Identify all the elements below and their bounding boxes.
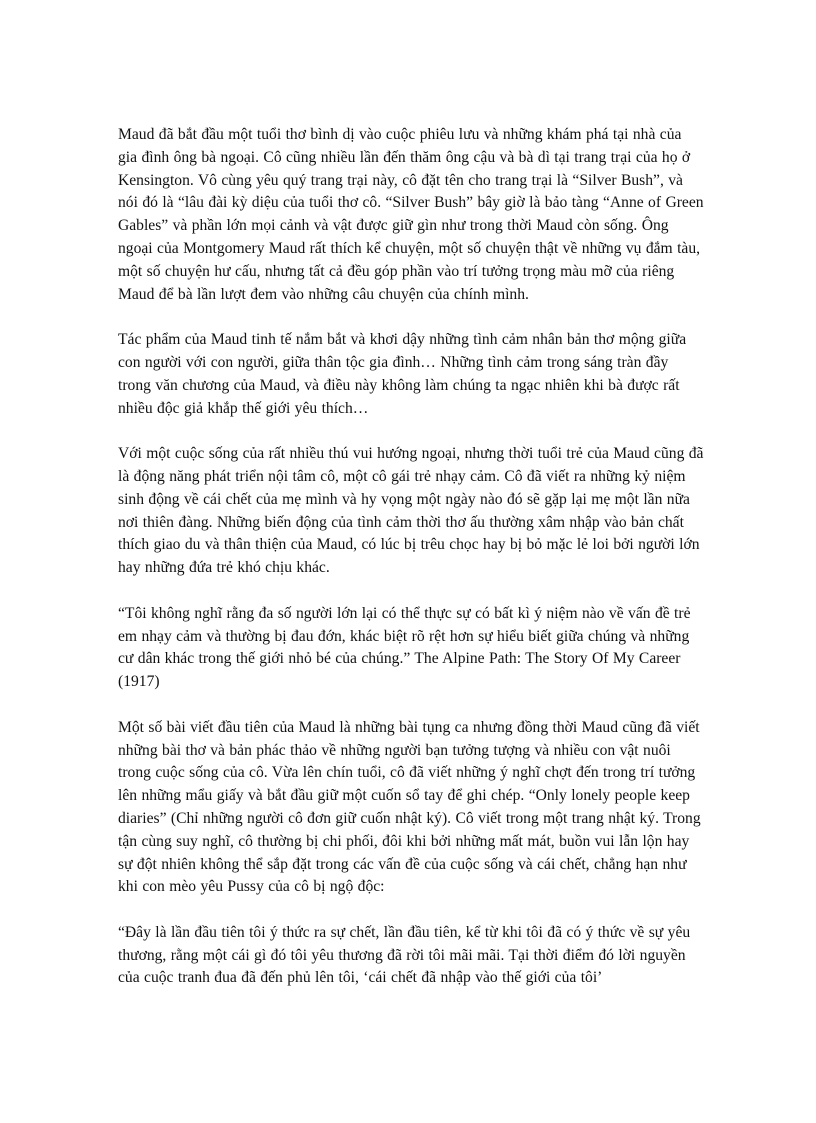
paragraph-early-writings: Một số bài viết đầu tiên của Maud là những bài tụng ca nhưng đồng thời Maud cũng đã viết những bài thơ và bản phác thảo về những người bạn tưởng tượng và nhiều con vật nuôi trong cuộc sống của cô. Vừa lên chín tuổi, cô đã viết những ý nghĩ chợt đến trong trí tưởng lên những mẩu giấy và bắt đầu giữ một cuốn sổ tay để ghi chép. “Only lonely people keep diaries” (Chỉ những người cô đơn giữ cuốn nhật ký). Cô viết trong một trang nhật ký. Trong tận cùng suy nghĩ, cô thường bị chi phối, đôi khi bởi những mất mát, buồn vui lẫn lộn hay sự đột nhiên không thể sắp đặt trong các vấn đề của cuộc sống và cái chết, chẳng hạn như khi con mèo yêu Pussy của cô bị ngộ độc:	[118, 718, 701, 896]
paragraph-quote-alpine-path: “Tôi không nghĩ rằng đa số người lớn lại có thể thực sự có bất kì ý niệm nào về vấn đề trẻ em nhạy cảm và thường bị đau đớn, khác biệt rõ rệt hơn sự hiểu biết giữa chúng và những cư dân khác trong thế giới nhỏ bé của chúng.” The Alpine Path: The Story Of My Career (1917)	[118, 604, 691, 691]
paragraph-works: Tác phẩm của Maud tinh tế nắm bắt và khơi dậy những tình cảm nhân bản thơ mộng giữa con người với con người, giữa thân tộc gia đình… Những tình cảm trong sáng tràn đầy trong văn chương của Maud, và điều này không làm chúng ta ngạc nhiên khi bà được rất nhiều độc giả khắp thế giới yêu thích…	[118, 331, 687, 417]
paragraph-quote-death: “Đây là lần đầu tiên tôi ý thức ra sự chết, lần đầu tiên, kể từ khi tôi đã có ý thức về sự yêu thương, rằng một cái gì đó tôi yêu thương đã rời tôi mãi mãi. Tại thời điểm đó lời nguyền của cuộc tranh đua đã đến phủ lên tôi, ‘cái chết đã nhập vào thế giới của tôi’	[118, 923, 691, 987]
document-page	[118, 124, 704, 990]
paragraph-inner-life: Với một cuộc sống của rất nhiều thú vui hướng ngoại, nhưng thời tuổi trẻ của Maud cũng đã là động năng phát triển nội tâm cô, một cô gái trẻ nhạy cảm. Cô đã viết ra những kỷ niệm sinh động về cái chết của mẹ mình và hy vọng một ngày nào đó sẽ gặp lại mẹ một lần nữa nơi thiên đàng. Những biến động của tình cảm thời thơ ấu thường xâm nhập vào bản chất thích giao du và thân thiện của Maud, có lúc bị trêu chọc hay bị bỏ mặc lẻ loi bởi người lớn hay những đứa trẻ khó chịu khác.	[118, 445, 704, 577]
paragraph-childhood: Maud đã bắt đầu một tuổi thơ bình dị vào cuộc phiêu lưu và những khám phá tại nhà của gia đình ông bà ngoại. Cô cũng nhiều lần đến thăm ông cậu và bà dì tại trang trại của họ ở Kensington. Vô cùng yêu quý trang trại này, cô đặt tên cho trang trại là “Silver Bush”, và nói đó là “lâu đài kỳ diệu của tuổi thơ cô. “Silver Bush” bây giờ là bảo tàng “Anne of Green Gables” và phần lớn mọi cảnh và vật được giữ gìn như trong thời Maud còn sống. Ông ngoại của Montgomery Maud rất thích kể chuyện, một số chuyện thật về những vụ đắm tàu, một số chuyện hư cấu, nhưng tất cả đều góp phần vào trí tưởng trọng màu mỡ của riêng Maud để bà lần lượt đem vào những câu chuyện của chính mình.	[118, 126, 704, 303]
